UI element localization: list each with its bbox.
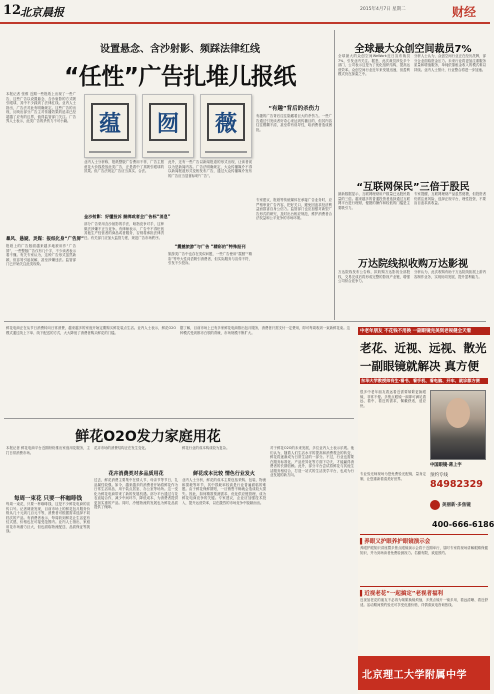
newspaper-brand: 北京晨报 xyxy=(20,6,64,19)
o2o-col-1a: 本报记者 鲜花电商平台近期纷纷推出家庭用花服务，主打日常消费市场。 xyxy=(6,446,90,455)
o2o-col-1b: 每周一束花，只要一杯咖啡钱，这是不少鲜花电商的宣传口号。记者调查发现，目前市场上的鲜花包月服务价格从几十元到几百元不等，消费者可根据需求选择不同档次的产品。有消费者表示，每周收到鲜花让生活更有仪式感，价格也在可接受范围内。业内人士指出，家庭用花市场潜力巨大，但也面临物流配送、品质保证等挑战。 xyxy=(6,502,90,533)
right-article-1-title: 全球最大众创空间裁员7% xyxy=(354,44,472,55)
ad-hotline-label: 预约专线 xyxy=(430,473,448,478)
subhead-funny: “有趣”背后的杀伤力 xyxy=(268,106,320,112)
right-article-2-col-2: 专家提醒，互联网理财产品虽然便捷，但投资者仍需注意风险，选择正规平台，理性投资，不要盲目追求高收益。 xyxy=(414,192,486,205)
school-name: 北京理工大学附属中学 xyxy=(362,670,467,681)
body-text-col-4b: 专家建议，报纸等传统媒体在承接广告业务时，应严格审查广告内容，把好关口，避免因追求经济利益而损害自身公信力。监管部门也应加强对新型广告形式的研究，及时出台相应规范，维护消费者合法权益和公平竞争的市场环境。 xyxy=(256,198,332,220)
ad-photo-face xyxy=(446,398,470,428)
poster-3-char: 薇 xyxy=(214,110,237,137)
right-article-2-title: “互联网保民”三倍于股民 xyxy=(356,182,470,193)
main-kicker: 设置悬念、含沙射影、频踩法律红线 xyxy=(100,44,260,55)
ad-section-1-title: ▌养眼又护眼养护眼镜演示会 xyxy=(360,539,431,545)
ad-body-2: 专业验光师现场为您免费验光配镜，量身定制，让您重新看清美好世界。 xyxy=(360,472,426,481)
section-divider xyxy=(4,321,486,322)
ad-reporter-label: 中国眼镜·蒋上宇 xyxy=(430,463,462,468)
ad-section-2-title: ▌近视老花“一起搞定”老视者福利 xyxy=(360,591,443,597)
o2o-subhead-2: 花卉消费类对多品质用花 xyxy=(108,471,164,477)
body-text-col-1a: 本报记者 张维 近期一些报纸上出现了一些广告，这些广告以设置悬念、含沙射影的方式吸引眼球，其中不少踩到了法律红线。业内人士指出，广告法对此有明确规定。这些广告的出现，反映出部分广告主对传播效果的追求已经超越了应有的边界，值得监管部门关注。广告界人士表示，此类广告的杀伤力不可小觑。 xyxy=(6,92,76,123)
page-number: 12 xyxy=(3,3,22,18)
body-text-col-4a: 有趣的广告背后往往隐藏着巨大的杀伤力。一些广告通过引发读者好奇心来达到传播目的，但其内容往往模糊不清，甚至带有误导性，给消费者造成困扰。 xyxy=(256,114,332,132)
o2o-intro-left: 鲜花电商正在从节日消费转向日常消费，越来越多的家庭开始定期购买鲜花装点生活。业内人士表示，鲜花O2O模式通过线上下单、线下配送的方式，大大降低了消费者购买鲜花的门槛。 xyxy=(6,326,176,335)
ad-logo-text: 美丽新·多焦镜 xyxy=(442,503,471,508)
o2o-col-2a: 花卉市场的消费结构正在发生变化。 xyxy=(94,446,149,450)
body-text-col-2b: 部分广告采用含沙射影的手法，暗指竞争对手，这种做法涉嫌不正当竞争。有律师表示，广告中不得贬低其他生产经营者的商品或者服务，否则将承担法律责任。有关部门应加大监管力度，规范广告市场秩序。 xyxy=(84,222,164,240)
o2o-intro-right: 据了解，目前市场上已有多家鲜花电商推出包月服务，消费者只需支付一定费用，即可每周收到一束新鲜花束。这种模式受到都市白领的青睐，市场规模不断扩大。 xyxy=(180,326,350,335)
o2o-article-title: 鲜花O2O发力家庭用花 xyxy=(75,429,221,445)
poster-2-char: 囫 xyxy=(156,110,179,137)
section-divider-2 xyxy=(4,418,354,419)
right-article-2-col-1: 最新数据显示，互联网理财用户数量已达股民数量的三倍。越来越多的普通投资者选择通过互联网平台进行理财，便捷的操作和较低的门槛是主要吸引力。 xyxy=(338,192,410,210)
ad-divider-2 xyxy=(360,586,488,587)
body-text-col-3b: 旅游类广告中也存在类似问题，一些广告使用“震撼”“精彩”等夸大性词语吸引消费者，但实际服务与宣传不符，引发不少投诉。 xyxy=(168,252,252,265)
main-headline: “任性”广告扎堆儿报纸 xyxy=(64,64,296,90)
ad-title-line1: 老花、近视、远视、散光 xyxy=(360,341,487,355)
column-divider xyxy=(334,30,335,320)
ad-section-1-body: 养眼护眼知识讲座暨多焦点眼镜演示会将于近期举行，届时专家将现场讲解眼睛保健知识，并为到场读者免费检测视力。名额有限，欢迎预约。 xyxy=(360,546,488,555)
right-article-1-col-1: 全球最大的众创空间WeWork近日宣布裁员7%，引发业内关注。据悉，此次裁员涉及多个部门，公司表示这是为了优化组织结构，提高运营效率。众创空间行业近年来发展迅速，但盈利模式仍在探索之中。 xyxy=(338,54,410,76)
o2o-col-3a: 鲜花行业的成本构成较为复杂。 xyxy=(182,446,230,450)
issue-date: 2015年4月7日 星期二 xyxy=(360,7,406,12)
page-header xyxy=(0,0,490,24)
body-text-col-1b: 报纸上的广告版面越来越多地被用作“广告屏”，一些整版广告仅有几个字，不少读者表示看不懂。有关专家认为，这种广告形式虽然新颖，但容易引起误解，甚至涉嫌违法。监管部门已开始关注此类现象。 xyxy=(6,244,76,266)
right-article-3-col-2: 分析认为，此次收购有助于万达院线拓展上游内容制作业务，实现协同发展，提升盈利能力。 xyxy=(414,270,486,279)
ad-hotline[interactable]: 84982329 xyxy=(430,479,483,490)
o2o-col-3b: 业内人士分析，鲜花的成本主要包括采购、包装、物流和损耗等环节，其中损耗率较高是行业普遍面临的难题。由于鲜花保鲜期短，一旦销售不畅就会造成较大损失。因此，如何精准预测需求、优化供应链管理，成为鲜花电商竞争的关键。专家建议，企业应加强技术投入，提升运营效率，以在激烈的市场竞争中脱颖而出。 xyxy=(182,478,266,505)
brand-logo-icon xyxy=(430,500,440,510)
right-article-1-col-2: 分析人士认为，众创空间行业正在经历洗牌，部分企业面临资金压力。未来行业将更加注重服务质量和增值服务，单纯依靠租金收入的模式难以持续。业内人士预计，行业整合将进一步加速。 xyxy=(414,54,486,72)
ad-section-2-body: 近视加老花的朋友不必再为频繁换镜烦恼，多焦点镜片一镜多用，看远清晰、看近舒适。活动期间预约验光可享受优惠价格，详情请致电咨询热线。 xyxy=(360,598,488,607)
o2o-col-4: 对于鲜花O2O的未来发展，多位业内人士表示乐观。他们认为，随着人们生活水平的提高和消费观念的转变，鲜花将逐渐成为日常生活的一部分。不过，行业也需要在服务标准化、产品差异化等方面下功夫，才能赢得消费者的长期信赖。此外，部分平台尝试将鲜花与其他生活服务相结合，打造一站式的生活美学平台，也成为行业发展的新方向。 xyxy=(270,446,354,477)
ad-topbar-text: 中老年朋友 不花钱不用换 一副眼镜完美到老视健全天看 xyxy=(360,329,472,334)
section-name: 财经 xyxy=(452,5,477,19)
ad-subtitle: 东华大学教授帅有生·看书、看手机、看电脑、开车、就诊都方便 xyxy=(361,378,480,383)
poster-2 xyxy=(142,94,194,158)
subhead-3: 金沙射影：好懂投诉 捆绑或者全广告标“消息” xyxy=(84,214,171,219)
o2o-subhead-3: 鲜花成本比较 情色行业发火 xyxy=(193,471,255,477)
right-article-3-col-1: 万达院线发布公告称，拟收购万达影视全部股权，交易完成后将形成完整的影视产业链，增强公司综合竞争力。 xyxy=(338,270,410,283)
o2o-subhead-1: 每周一束花 只要一杯咖啡钱 xyxy=(14,496,82,502)
ad-title-line2: 一副眼镜就解决 真方便 xyxy=(360,359,480,373)
o2o-col-2b: 过去，鲜花消费主要集中在情人节、母亲节等节日，礼品属性较强。如今，越来越多的消费者开始将鲜花作为日常生活用品，用于装点居室、办公室等场所。这一变化为鲜花电商带来了新的发展机遇。部分平台通过与花农直接合作，减少中间环节，降低成本，为消费者提供更加实惠的产品。同时，冷链物流的发展也为鲜花品质提供了保障。 xyxy=(94,478,178,509)
ad-phone[interactable]: 400-666-6186 xyxy=(432,520,494,529)
body-text-col-3a: 此外，还有一些广告以新闻报道的形式出现，让读者误以为是新闻内容。广告法明确规定，大众传播媒介不得以新闻报道形式变相发布广告，通过大众传播媒介发布的广告应当显著标明“广告”。 xyxy=(168,160,252,178)
ad-divider-1 xyxy=(360,534,488,535)
subhead-4: “震撼旅游”与广告 “精彩的”特殊报刊 xyxy=(174,244,246,249)
right-article-3-title: 万达院线拟收购万达影视 xyxy=(358,259,468,270)
body-text-col-2a: 业内人士分析称，报纸整版广告费用不菲，广告主愿意花大价钱投放此类广告，正是看中了其吸引眼球的效果。但广告法规定广告应当真实、合法。 xyxy=(84,160,164,173)
ad-body-1: 很多中老年朋友看远看近需要频繁更换眼镜，非常不便。多焦点眼镜一副即可满足看远、看中、看近的需求，佩戴舒适，适应快。 xyxy=(360,390,426,408)
subhead-1: 暴风、悬疑、灵媒：报纸化身“广告屏” xyxy=(6,237,84,242)
poster-1 xyxy=(84,94,136,158)
poster-3 xyxy=(200,94,252,158)
poster-1-char: 蕴 xyxy=(98,110,121,137)
